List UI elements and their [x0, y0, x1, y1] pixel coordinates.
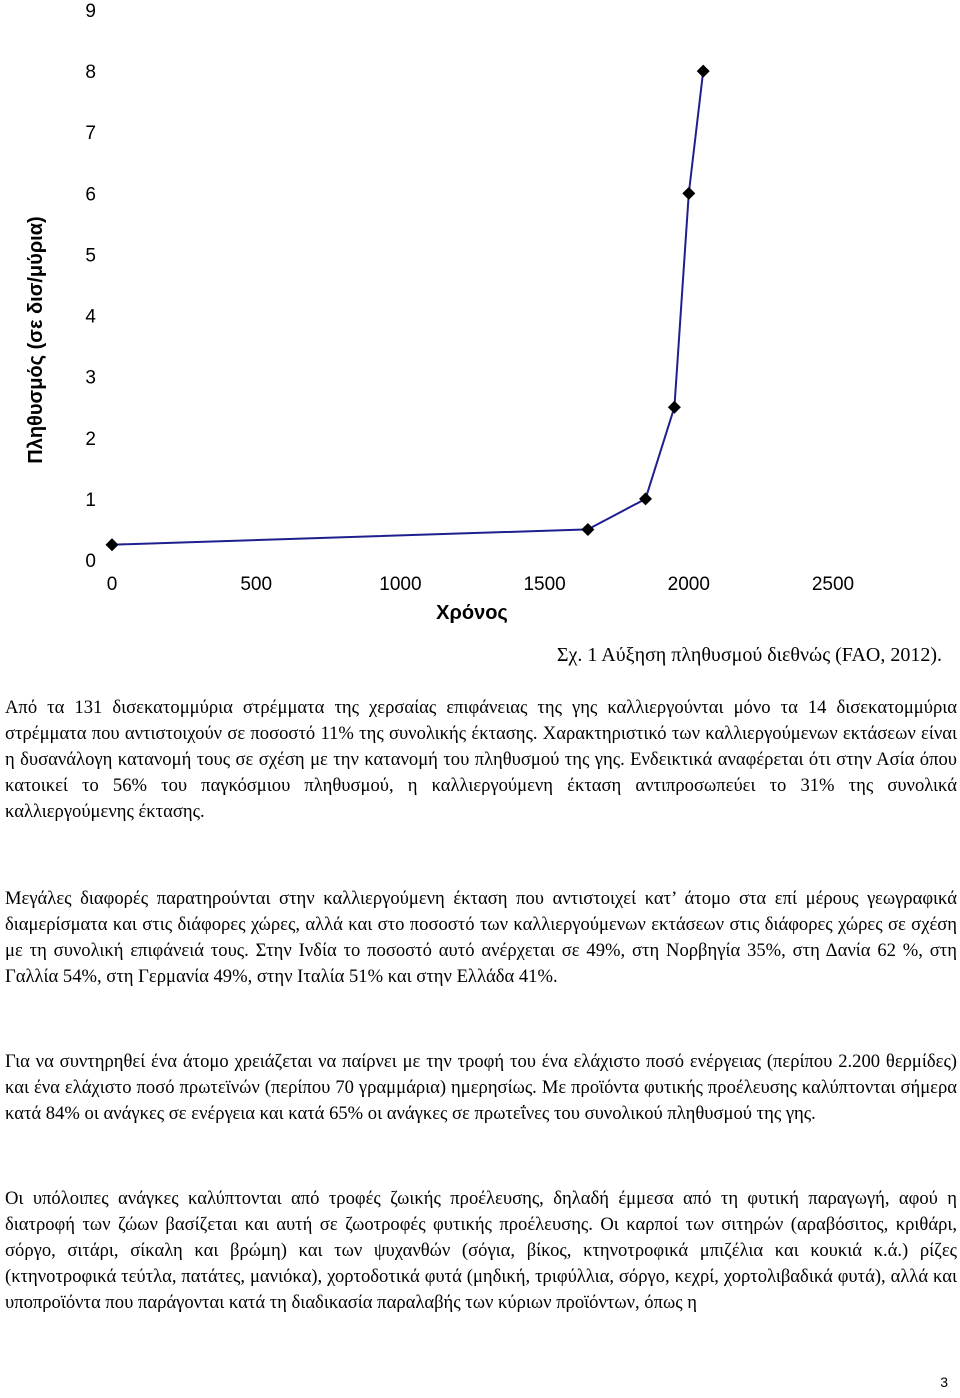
data-point-marker [697, 65, 710, 78]
page-number: 3 [940, 1374, 948, 1390]
series-line [112, 71, 703, 545]
x-axis-ticks [107, 574, 854, 595]
x-tick-label: 1500 [523, 574, 566, 595]
paragraph-2: Μεγάλες διαφορές παρατηρούνται στην καλλιεργούμενη έκταση που αντιστοιχεί κατ’ άτομο στα επί μέρους γεωγραφικά διαμερίσματα και στις διάφορες χώρες, αλλά και στο ποσοστό των καλλιεργούμενων εκτάσεων στις διάφορες χώρες σε σχέση με τη συνολική επιφάνειά τους. Στην Ινδία το ποσοστό αυτό ανέρχεται σε 49%, στη Νορβηγία 35%, στη Δανία 62 %, στη Γαλλία 54%, στη Γερμανία 49%, στην Ιταλία 51% και στην Ελλάδα 41%. [5, 888, 957, 987]
population-chart [0, 0, 960, 640]
data-point-marker [106, 538, 119, 551]
data-point-marker [581, 523, 594, 536]
y-tick-label: 6 [85, 184, 96, 206]
paragraph-4: Οι υπόλοιπες ανάγκες καλύπτονται από τροφές ζωικής προέλευσης, δηλαδή έμμεσα από τη φυτική παραγωγή, αφού η διατροφή των ζώων βασίζεται και αυτή σε ζωοτροφές φυτικής προέλευσης. Οι καρποί των σιτηρών (αραβόσιτος, κριθάρι, σόργο, σιτάρι, σίκαλη και βρώμη) και των ψυχανθών (σόγια, βίκος, κτηνοτροφικά μπιζέλια και κουκιά κ.ά.) ρίζες (κτηνοτροφικά τεύτλα, πατάτες, μανιόκα), χορτοδοτικά φυτά (μηδική, τριφύλλια, σόργο, κεχρί, χορτολιβαδικά φυτά), αλλά και υποπροϊόντα που παράγονται κατά τη διαδικασία παραλαβής των κύριων προϊόντων, όπως η [5, 1188, 957, 1313]
data-point-marker [668, 401, 681, 414]
y-tick-label: 2 [85, 428, 96, 450]
x-tick-label: 2500 [811, 574, 855, 595]
series-markers [106, 65, 710, 552]
paragraph-1: Από τα 131 δισεκατομμύρια στρέμματα της χερσαίας επιφάνειας της γης καλλιεργούνται μόνο τα 14 δισεκατομμύρια στρέμματα που αντιστοιχούν σε ποσοστό 11% της συνολικής έκτασης. Χαρακτηριστικό των καλλιεργούμενων εκτάσεων είναι η δυσανάλογη κατανομή τους σε σχέση με την κατανομή του πληθυσμού της γης. Ενδεικτικά αναφέρεται ότι στην Ασία όπου κατοικεί το 56% του παγκόσμιου πληθυσμού, η καλλιεργούμενη έκταση αντιπροσωπεύει το 31% της συνολικά καλλιεργούμενης έκτασης. [5, 697, 957, 822]
y-axis-ticks [85, 1, 96, 572]
data-point-marker [639, 492, 652, 505]
x-tick-label: 500 [240, 574, 273, 595]
x-tick-label: 1000 [379, 574, 422, 595]
y-tick-label: 7 [85, 123, 96, 145]
paragraph-3: Για να συντηρηθεί ένα άτομο χρειάζεται να παίρνει με την τροφή του ένα ελάχιστο ποσό ενέργειας (περίπου 2.200 θερμίδες) και ένα ελάχιστο ποσό πρωτεϊνών (περίπου 70 γραμμάρια) ημερησίως. Με προϊόντα φυτικής προέλευσης καλύπτονται σήμερα κατά 84% οι ανάγκες σε ενέργεια και κατά 65% οι ανάγκες σε πρωτεΐνες του συνολικού πληθυσμού της γης. [5, 1051, 957, 1124]
y-tick-label: 5 [85, 245, 96, 267]
y-tick-label: 4 [85, 306, 96, 328]
y-tick-label: 9 [85, 1, 96, 22]
data-point-marker [682, 187, 695, 200]
y-tick-label: 8 [85, 62, 96, 84]
x-tick-label: 2000 [667, 574, 710, 595]
figure-caption: Σχ. 1 Αύξηση πληθυσμού διεθνώς (FAO, 2012). [556, 644, 942, 666]
y-tick-label: 0 [85, 551, 96, 572]
y-tick-label: 1 [85, 489, 96, 511]
y-axis-label: Πληθυσμός (σε δισ/μύρια) [25, 216, 47, 464]
y-tick-label: 3 [85, 367, 96, 389]
x-axis-label: Χρόνος [436, 602, 508, 624]
x-tick-label: 0 [106, 574, 118, 595]
